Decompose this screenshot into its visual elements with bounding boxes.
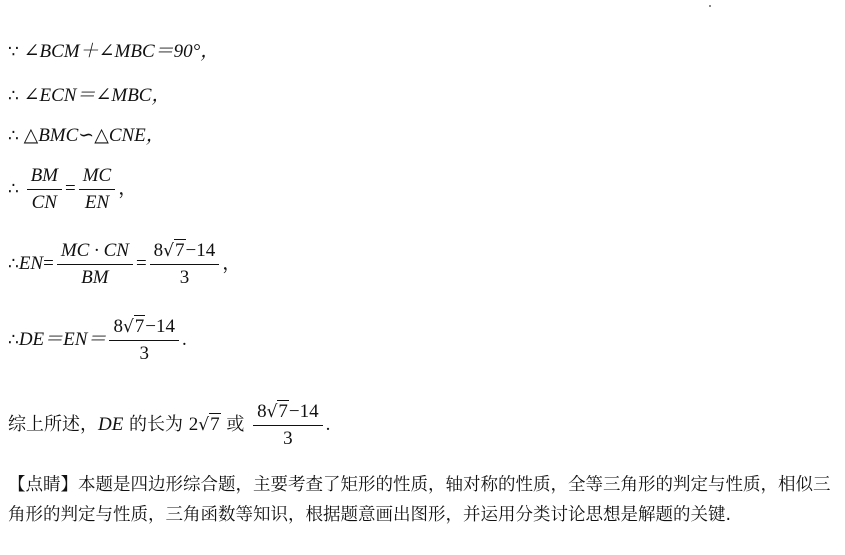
conclusion-text: 的长为 (123, 413, 189, 435)
proof-line-6 (8, 314, 187, 367)
conclusion-text: 或 (220, 413, 251, 435)
punctuation: . (325, 413, 331, 435)
fraction-numerator: MC · CN (57, 238, 133, 265)
fraction-result (150, 238, 220, 291)
proof-expression: EN (18, 252, 44, 274)
proof-expression: ∠ECN＝∠MBC， (23, 85, 171, 106)
fraction-result (253, 399, 323, 452)
fraction-numerator (109, 314, 179, 341)
therefore-symbol: ∴ (8, 329, 19, 350)
proof-expression: DE＝EN＝ (18, 328, 107, 350)
sqrt-expression: √7 (122, 316, 145, 337)
equals-sign: = (135, 252, 147, 274)
coefficient: 8 (113, 316, 123, 337)
punctuation: ， (118, 177, 138, 199)
proof-line-2 (8, 84, 170, 108)
conclusion-line (8, 399, 330, 452)
subtrahend: −14 (145, 316, 175, 337)
fraction-denominator: BM (81, 267, 109, 288)
proof-expression: ∠BCM＋∠MBC＝90°， (23, 41, 220, 62)
subtrahend: −14 (288, 401, 319, 422)
sqrt-expression: √7 (163, 240, 185, 261)
fraction-mccn-bm (57, 238, 133, 291)
proof-line-1 (8, 40, 219, 64)
fraction-numerator (150, 238, 220, 265)
conclusion-text: 综上所述， (8, 413, 98, 435)
fraction-numerator (253, 399, 323, 426)
fraction-denominator: 3 (179, 267, 190, 288)
equals-sign: = (43, 252, 54, 274)
coefficient: 8 (257, 401, 267, 422)
therefore-symbol: ∴ (8, 126, 19, 146)
comment-paragraph: 【点睛】本题是四边形综合题，主要考查了矩形的性质，轴对称的性质，全等三角形的判定与性质，相似三角形的判定与性质，三角函数等知识，根据题意画出图形，并运用分类讨论思想是解题的关键. (8, 475, 831, 525)
radicand: 7 (175, 240, 185, 261)
fraction-bm-cn (27, 163, 62, 216)
variable-de: DE (98, 413, 124, 435)
because-symbol: ∵ (8, 42, 19, 62)
fraction-denominator: EN (84, 192, 110, 213)
fraction-denominator: 3 (283, 428, 293, 449)
therefore-symbol: ∴ (8, 86, 19, 106)
fraction-mc-en (79, 163, 116, 216)
punctuation: . (182, 328, 187, 350)
proof-expression: △BMC∽△CNE， (23, 125, 165, 146)
fraction-denominator: 3 (139, 343, 149, 364)
fraction-denominator: CN (31, 192, 57, 213)
fraction-result (109, 314, 179, 367)
therefore-symbol: ∴ (8, 178, 19, 199)
coefficient: 2 (188, 413, 199, 435)
punctuation: ， (222, 252, 242, 274)
subtrahend: −14 (185, 240, 216, 261)
sqrt-expression: √7 (198, 413, 220, 435)
proof-line-3 (8, 124, 165, 148)
radicand: 7 (134, 316, 145, 337)
sqrt-expression: √7 (266, 401, 288, 422)
proof-line-4 (8, 163, 137, 216)
coefficient: 8 (153, 240, 164, 261)
stray-dot (709, 5, 711, 7)
radicand: 7 (210, 413, 220, 435)
fraction-numerator: BM (27, 163, 62, 190)
therefore-symbol: ∴ (8, 253, 19, 274)
equals-sign: = (65, 177, 76, 199)
proof-line-5 (8, 238, 241, 291)
radicand: 7 (278, 401, 288, 422)
fraction-numerator: MC (79, 163, 116, 190)
